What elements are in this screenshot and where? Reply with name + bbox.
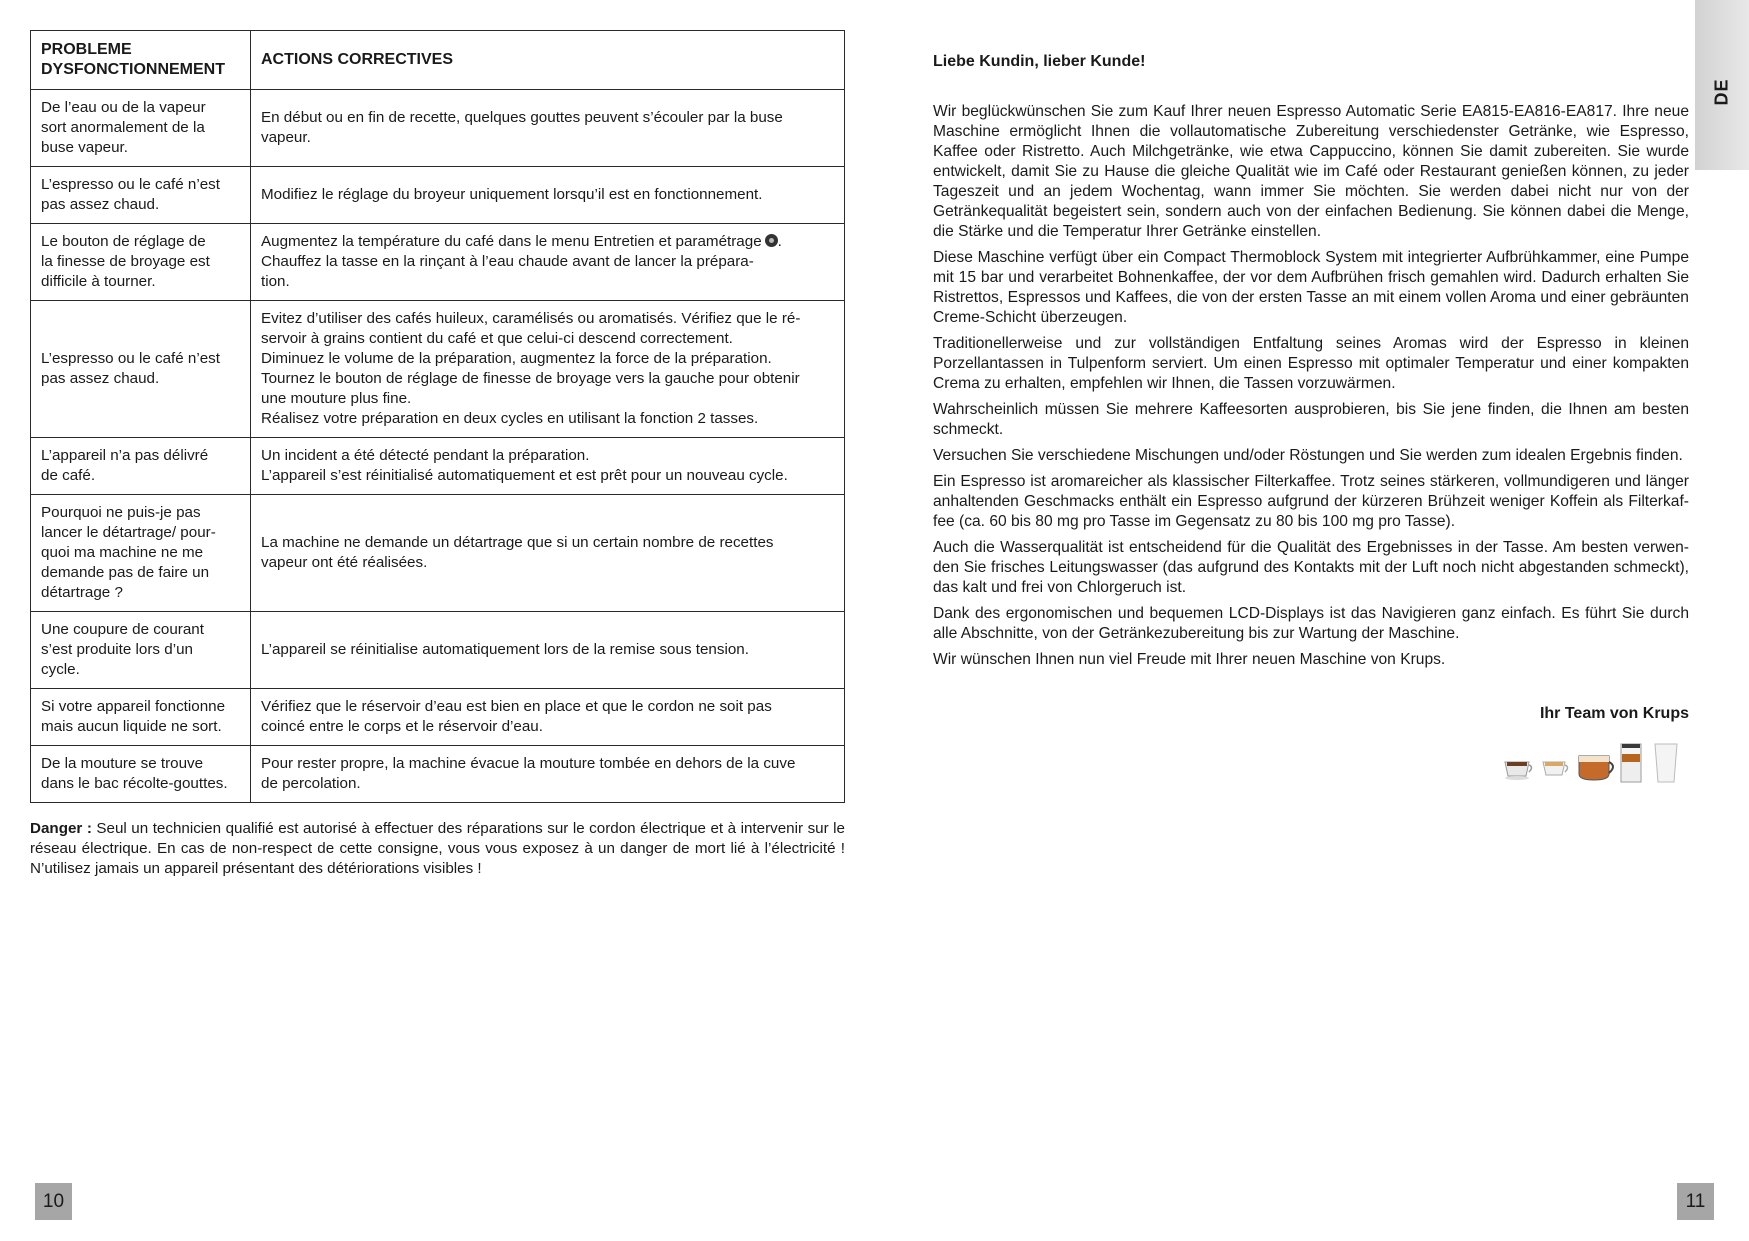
action-cell: Pour rester propre, la machine évacue la mouture tombée en dehors de la cuve de percolation.	[251, 746, 845, 803]
page-number-right: 11	[1677, 1183, 1714, 1220]
table-row	[31, 495, 845, 612]
latte-cup-icon	[1579, 756, 1613, 780]
signature: Ihr Team von Krups	[1539, 705, 1689, 722]
problem-cell: Le bouton de réglage de la finesse de broyage est difficile à tourner.	[31, 224, 251, 301]
header-action: ACTIONS CORRECTIVES	[251, 31, 845, 90]
glass-icon	[1655, 744, 1677, 782]
paragraph: Traditionellerweise und zur vollständigen Entfaltung seines Aromas wird der Espresso in kleinen Porzellantassen in Tulpenform serviert. Um einen Espresso mit optimaler Temperatur und einer kompakten Crema zu erhalten, empfehlen wir Ihnen, die Tassen vorzuwärmen.	[933, 335, 1689, 392]
paragraph: Wir beglückwünschen Sie zum Kauf Ihrer neuen Espresso Automatic Serie EA815-EA816-EA817. Ihre neue Maschine ermöglicht Ihnen die vollautomatische Zubereitung verschiedenster Getränke, wie Espresso, Kaffee oder Ristretto. Auch Milchgetränke, wie etwa Cappuccino, können Sie damit zubereiten. Sie wurde entwickelt, damit Sie zu Hause die gleiche Qualität wie im Café oder Restaurant genießen können, zu jeder Tageszeit und an jedem Wochentag, wann immer Sie möchten. Sie werden dabei nicht nur von der Getränkequalität begeistert sein, sondern auch von der einfachen Bedienung. Sie können dabei die Menge, die Stärke und die Temperatur Ihrer Getränke einstellen.	[933, 103, 1689, 240]
action-cell: Evitez d’utiliser des cafés huileux, caramélisés ou aromatisés. Vérifiez que le ré- servoir à grains contient du café et que celui-ci descend correctement. Diminuez le volume de la préparation, augmentez la force de la préparation. Tournez le bouton de réglage de finesse de broyage vers la gauche pour obtenir une mouture plus fine. Réalisez votre préparation en deux cycles en utilisant la fonction 2 tasses.	[251, 301, 845, 438]
table-row	[31, 612, 845, 689]
problem-cell: L’espresso ou le café n’est pas assez chaud.	[31, 167, 251, 224]
problem-cell: Si votre appareil fonctionne mais aucun liquide ne sort.	[31, 689, 251, 746]
action-cell: L’appareil se réinitialise automatiquement lors de la remise sous tension.	[251, 612, 845, 689]
coffee-cups-illustration	[1499, 742, 1689, 794]
language-tab-label: DE	[1711, 78, 1732, 106]
problem-cell: De la mouture se trouve dans le bac récolte-gouttes.	[31, 746, 251, 803]
danger-text: Seul un technicien qualifié est autorisé à effectuer des réparations sur le cordon électrique et à intervenir sur le réseau électrique. En cas de non-respect de cette consigne, vous vous exposez à un danger de mort lié à l’électricité ! N’utilisez jamais un appareil présentant des détériorations visibles !	[30, 820, 845, 877]
table-header-row	[31, 31, 845, 90]
problem-cell: Une coupure de courant s’est produite lors d’un cycle.	[31, 612, 251, 689]
paragraph: Auch die Wasserqualität ist entscheidend für die Qualität des Ergebnisses in der Tasse. Am besten verwen-den Sie frisches Leitungswasser (das aufgrund des Kontakts mit der Luft noch nicht abgestanden schmeckt), das kalt und frei von Chlorgeruch ist.	[933, 539, 1689, 596]
problem-cell: Pourquoi ne puis-je pas lancer le détartrage/ pour- quoi ma machine ne me demande pas de faire un détartrage ?	[31, 495, 251, 612]
table-row	[31, 224, 845, 301]
table-row	[31, 689, 845, 746]
paragraph: Diese Maschine verfügt über ein Compact Thermoblock System mit integrierter Aufbrühkammer, eine Pumpe mit 15 bar und verarbeitet Bohnenkaffee, der vor dem Aufbrühen frisch gemahlen wird. Dadurch erhalten Sie Ristrettos, Espressos und Kaffees, die von der ersten Tasse an mit einem vollen Aroma und einer gebräunten Creme-Schicht überzeugen.	[933, 249, 1689, 326]
problem-cell: L’espresso ou le café n’est pas assez chaud.	[31, 301, 251, 438]
table-row	[31, 167, 845, 224]
table-row	[31, 301, 845, 438]
action-cell: Un incident a été détecté pendant la préparation. L’appareil s’est réinitialisé automatiquement et est prêt pour un nouveau cycle.	[251, 438, 845, 495]
action-cell: Vérifiez que le réservoir d’eau est bien en place et que le cordon ne soit pas coincé entre le corps et le réservoir d’eau.	[251, 689, 845, 746]
action-cell: En début ou en fin de recette, quelques gouttes peuvent s’écouler par la buse vapeur.	[251, 90, 845, 167]
paragraph: Wahrscheinlich müssen Sie mehrere Kaffeesorten ausprobieren, bis Sie jene finden, die Ihnen am besten schmeckt.	[933, 401, 1689, 438]
danger-warning	[30, 819, 845, 879]
problem-cell: L’appareil n’a pas délivré de café.	[31, 438, 251, 495]
cappuccino-cup-icon	[1543, 762, 1568, 775]
page-number-left: 10	[35, 1183, 72, 1220]
paragraph: Ein Espresso ist aromareicher als klassischer Filterkaffee. Trotz seines stärkeren, vollmundigeren und länger anhaltenden Geschmacks enthält ein Espresso aufgrund der kürzeren Brühzeit weniger Koffein als Filterkaf-fee (ca. 60 bis 80 mg pro Tasse im Gegensatz zu 80 bis 100 mg pro Tasse).	[933, 473, 1689, 530]
greeting: Liebe Kundin, lieber Kunde!	[933, 53, 1146, 70]
action-cell: Modifiez le réglage du broyeur uniquement lorsqu’il est en fonctionnement.	[251, 167, 845, 224]
paragraph: Wir wünschen Ihnen nun viel Freude mit Ihrer neuen Maschine von Krups.	[933, 651, 1446, 668]
paragraph: Dank des ergonomischen und bequemen LCD-Displays ist das Navigieren ganz einfach. Es führt Sie durch alle Abschnitte, von der Getränkezubereitung bis zur Wartung der Maschine.	[933, 605, 1689, 642]
danger-label: Danger :	[30, 820, 92, 837]
troubleshooting-table	[30, 30, 845, 803]
latte-macchiato-glass-icon	[1621, 744, 1641, 782]
espresso-cup-icon	[1505, 762, 1532, 780]
right-page	[933, 52, 1689, 740]
paragraph: Versuchen Sie verschiedene Mischungen und/oder Röstungen und Sie werden zum idealen Ergebnis finden.	[933, 447, 1683, 464]
table-row	[31, 90, 845, 167]
action-cell: La machine ne demande un détartrage que si un certain nombre de recettes vapeur ont été réalisées.	[251, 495, 845, 612]
settings-symbol-icon	[765, 234, 778, 247]
header-problem: PROBLEME DYSFONCTIONNEMENT	[31, 31, 251, 90]
problem-cell: De l’eau ou de la vapeur sort anormalement de la buse vapeur.	[31, 90, 251, 167]
action-cell: Augmentez la température du café dans le menu Entretien et paramétrage . Chauffez la tasse en la rinçant à l’eau chaude avant de lancer la prépara- tion.	[251, 224, 845, 301]
table-row	[31, 746, 845, 803]
table-row	[31, 438, 845, 495]
language-tab	[1695, 0, 1749, 170]
left-page	[30, 30, 845, 894]
